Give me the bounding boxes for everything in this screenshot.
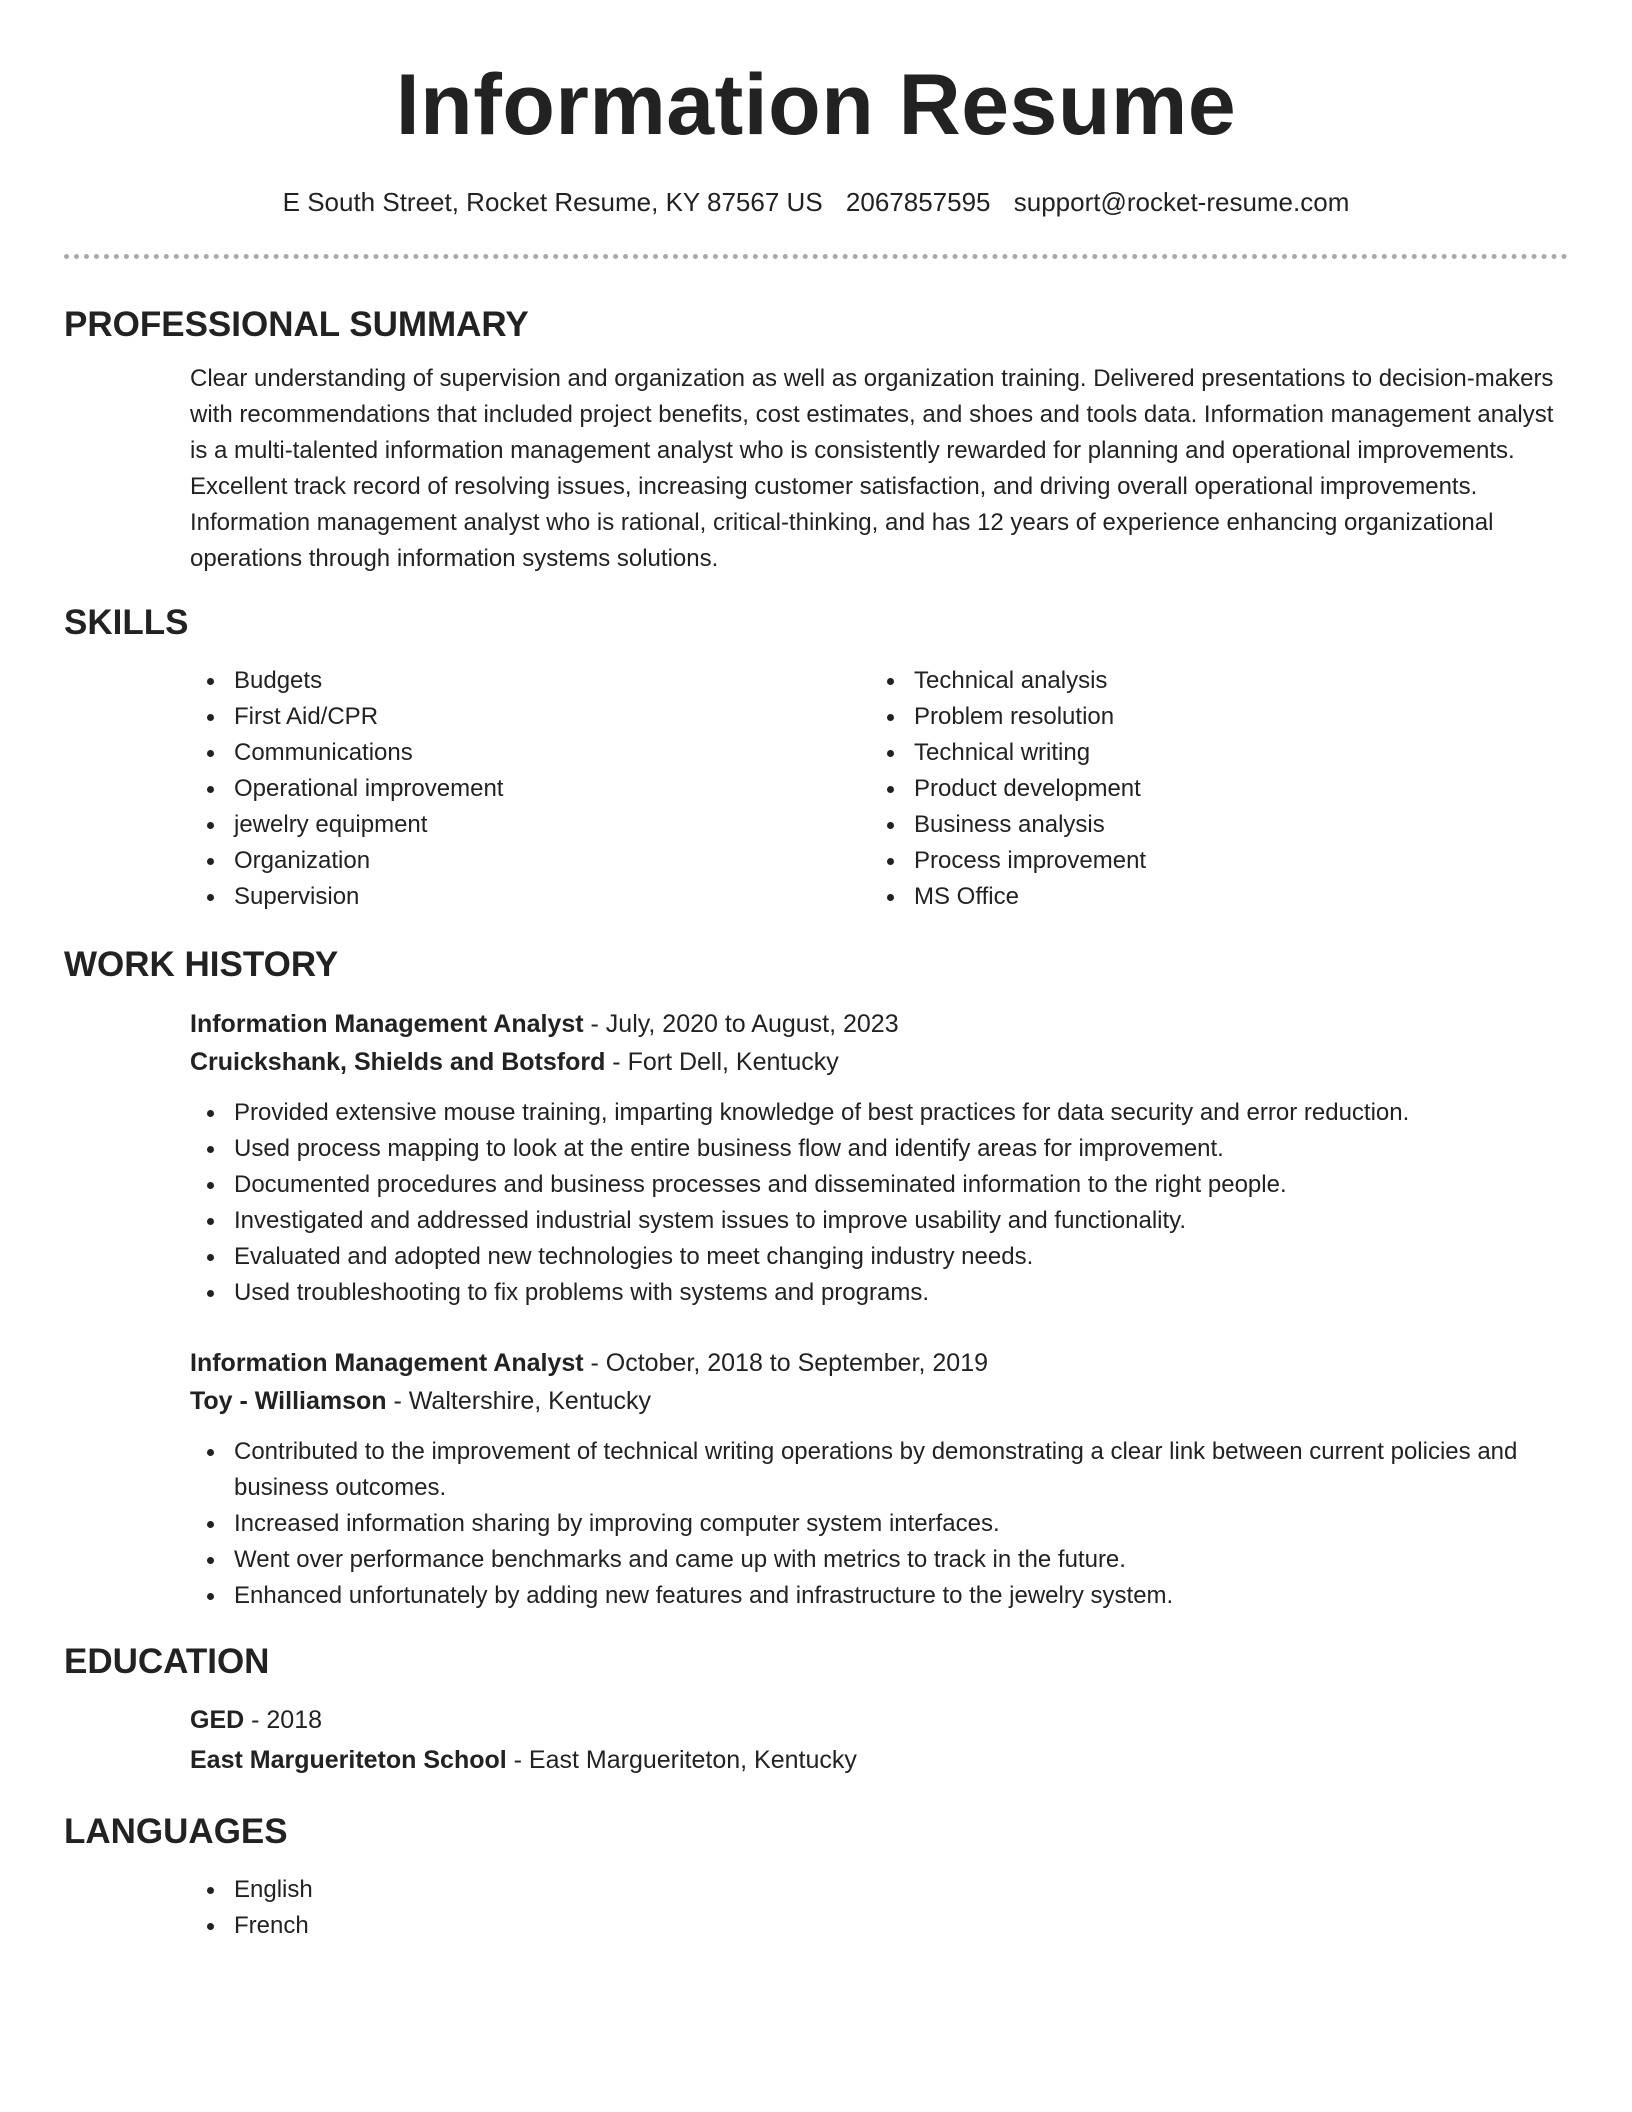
languages-section (64, 1872, 1568, 1944)
skill-item: Technical writing (914, 735, 1550, 771)
contact-email: support@rocket-resume.com (1013, 187, 1350, 217)
job-bullet: Used process mapping to look at the entire business flow and identify areas for improvement. (234, 1131, 1568, 1167)
summary-text: Clear understanding of supervision and organization as well as organization training. Delivered presentations to decision-makers with recommendations that included project benefits, cost estimates, and shoes and tools data. Information management analyst is a multi-talented information management analyst who is consistently rewarded for planning and operational improvements. Excellent track record of resolving issues, increasing customer satisfaction, and driving overall operational improvements. Information management analyst who is rational, critical-thinking, and has 12 years of experience enhancing organizational operations through information systems solutions. (190, 365, 1554, 572)
skills-list-right (870, 663, 1550, 915)
job-location: - Waltershire, Kentucky (386, 1387, 651, 1415)
job-bullet: Provided extensive mouse training, imparting knowledge of best practices for data security and error reduction. (234, 1095, 1568, 1131)
skill-item: jewelry equipment (234, 807, 870, 843)
job-bullet: Contributed to the improvement of technical writing operations by demonstrating a clear link between current policies and business outcomes. (234, 1434, 1568, 1506)
summary-section (64, 361, 1568, 577)
skills-column-left (190, 663, 870, 915)
job-entry (64, 1005, 1568, 1311)
education-degree-line (190, 1700, 1568, 1740)
language-item: English (234, 1872, 1568, 1908)
job-bullet: Investigated and addressed industrial system issues to improve usability and functionality. (234, 1203, 1568, 1239)
skill-item: First Aid/CPR (234, 699, 870, 735)
education-degree: GED (190, 1706, 245, 1734)
job-dates: - October, 2018 to September, 2019 (583, 1349, 989, 1377)
skill-item: Supervision (234, 879, 870, 915)
skill-item: Organization (234, 843, 870, 879)
job-company-line (190, 1043, 1568, 1081)
skills-column-right (870, 663, 1550, 915)
job-bullet: Enhanced unfortunately by adding new features and infrastructure to the jewelry system. (234, 1578, 1568, 1614)
skill-item: Process improvement (914, 843, 1550, 879)
skills-list-left (190, 663, 870, 915)
job-company: Cruickshank, Shields and Botsford (190, 1048, 606, 1076)
languages-list (190, 1872, 1568, 1944)
job-bullet: Evaluated and adopted new technologies to meet changing industry needs. (234, 1239, 1568, 1275)
summary-heading: PROFESSIONAL SUMMARY (64, 305, 529, 344)
skill-item: Business analysis (914, 807, 1550, 843)
job-bullet: Documented procedures and business processes and disseminated information to the right people. (234, 1167, 1568, 1203)
job-bullet: Used troubleshooting to fix problems with systems and programs. (234, 1275, 1568, 1311)
education-location: - East Margueriteton, Kentucky (506, 1746, 857, 1774)
job-location: - Fort Dell, Kentucky (605, 1048, 839, 1076)
education-school: East Margueriteton School (190, 1746, 507, 1774)
skill-item: Budgets (234, 663, 870, 699)
skill-item: Operational improvement (234, 771, 870, 807)
job-bullets (190, 1095, 1568, 1311)
contact-address: E South Street, Rocket Resume, KY 87567 US (282, 187, 823, 217)
education-heading: EDUCATION (64, 1642, 270, 1681)
job-company: Toy - Williamson (190, 1387, 387, 1415)
job-bullet: Went over performance benchmarks and came up with metrics to track in the future. (234, 1542, 1568, 1578)
education-school-line (190, 1740, 1568, 1780)
skills-section (64, 663, 1568, 915)
job-title-line (190, 1005, 1568, 1043)
skill-item: Communications (234, 735, 870, 771)
skills-heading: SKILLS (64, 603, 189, 642)
job-dates: - July, 2020 to August, 2023 (583, 1010, 899, 1038)
job-entry (64, 1344, 1568, 1614)
skill-item: Technical analysis (914, 663, 1550, 699)
job-company-line (190, 1382, 1568, 1420)
job-bullets (190, 1434, 1568, 1614)
resume-name: Information Resume (395, 57, 1237, 153)
header-divider (64, 254, 1568, 259)
languages-heading: LANGUAGES (64, 1812, 288, 1851)
skill-item: MS Office (914, 879, 1550, 915)
skill-item: Problem resolution (914, 699, 1550, 735)
contact-line (64, 186, 1568, 218)
job-position: Information Management Analyst (190, 1349, 584, 1377)
skill-item: Product development (914, 771, 1550, 807)
job-title-line (190, 1344, 1568, 1382)
language-item: French (234, 1908, 1568, 1944)
work-history-heading: WORK HISTORY (64, 945, 339, 984)
job-position: Information Management Analyst (190, 1010, 584, 1038)
education-year: - 2018 (244, 1706, 323, 1734)
job-bullet: Increased information sharing by improving computer system interfaces. (234, 1506, 1568, 1542)
education-section (64, 1700, 1568, 1780)
contact-phone: 2067857595 (845, 187, 991, 217)
